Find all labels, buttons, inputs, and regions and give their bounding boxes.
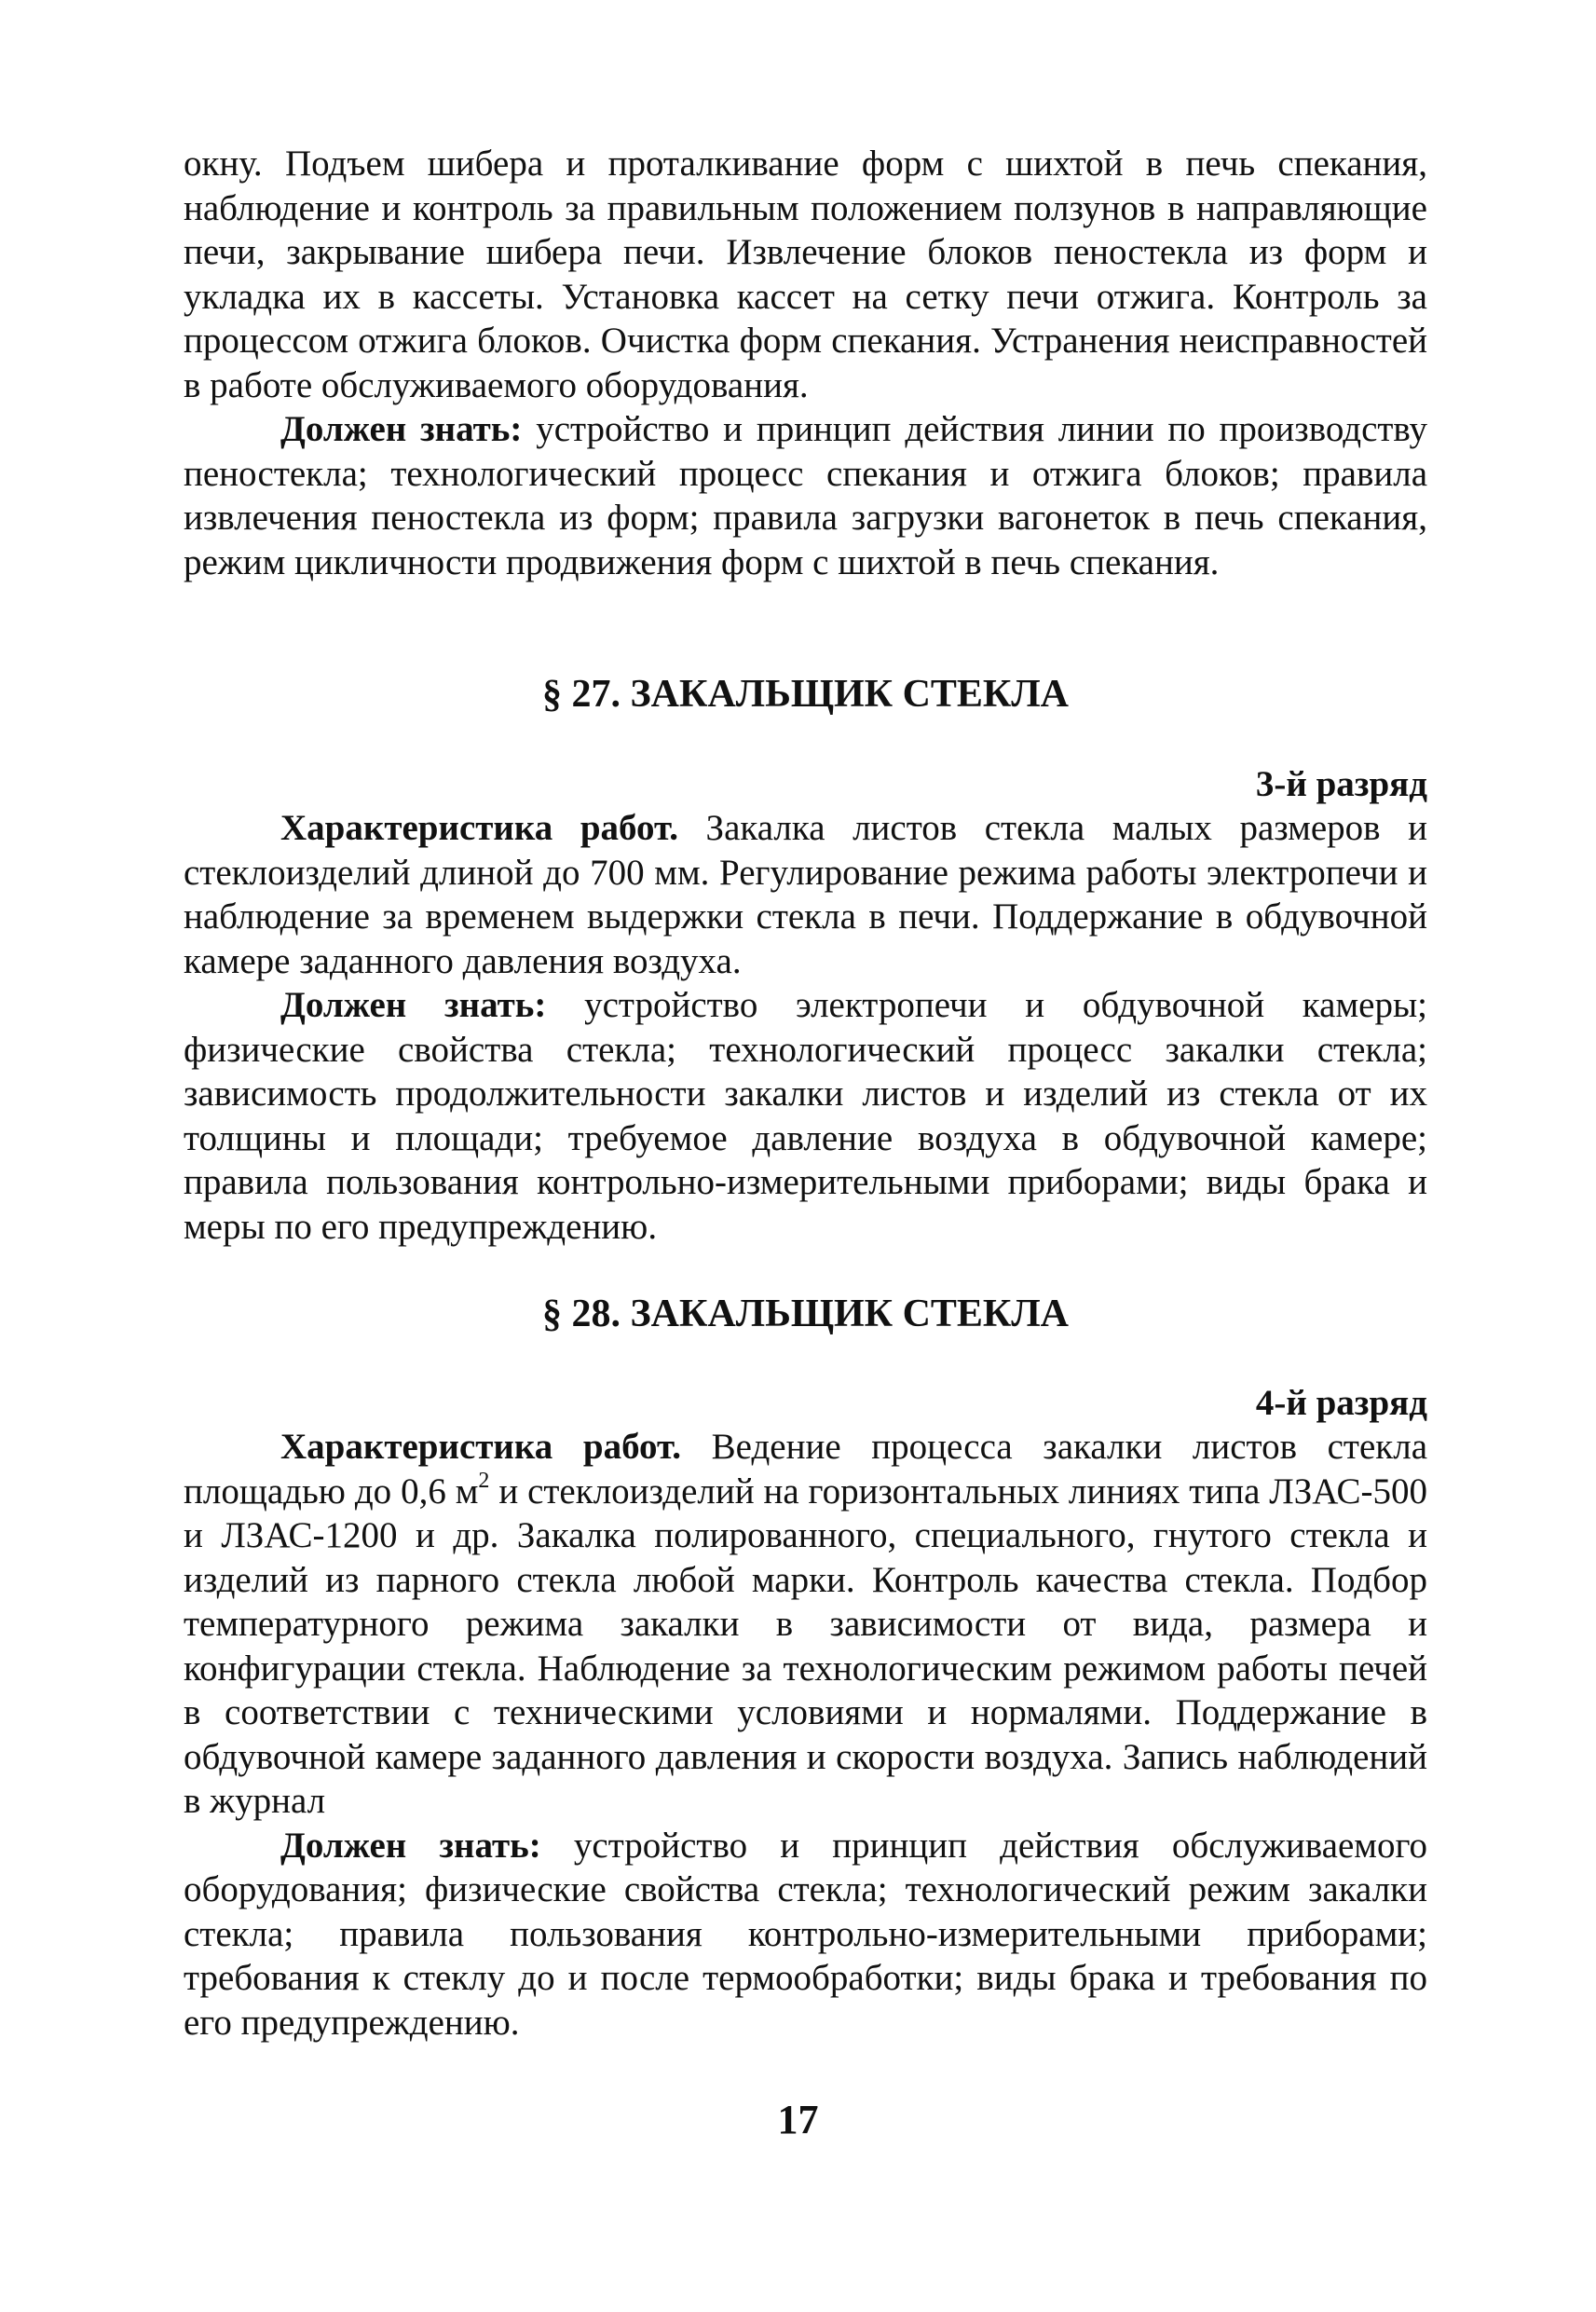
must-know-text: устройство и принцип действия линии по производству пеностекла; технологический процесс спекания и отжига блоков; правила извлечения пеностекла из форм; правила загрузки вагонеток в печь спекания, режим цикличности продвижения форм с шихтой в печь спекания. [184,409,1428,582]
section-28-grade: 4-й разряд [1255,1383,1427,1423]
section-27-grade: 3-й разряд [1255,764,1427,804]
must-know-paragraph [184,1824,1427,2045]
characteristics-label: Характеристика работ. [280,808,678,848]
characteristics-text: Закалка листов стекла малых размеров и стеклоизделий длиной до 700 мм. Регулирование режима работы электропечи и наблюдение за временем выдержки стекла в печи. Поддержание в обдувочной камере заданного давления воздуха. [184,808,1427,981]
characteristics-label: Характеристика работ. [280,1427,682,1467]
section-28-body [184,1425,1427,2045]
superscript-squared: 2 [478,1468,490,1493]
must-know-paragraph [184,983,1427,1249]
characteristics-paragraph [184,806,1427,983]
must-know-label: Должен знать: [280,1825,541,1866]
characteristics-paragraph [184,1425,1427,1824]
characteristics-text-part1: Ведение процесса закалки листов стекла площадью до 0,6 м [184,1427,1427,1512]
must-know-text: устройство электропечи и обдувочной камеры; физические свойства стекла; технологический процесс закалки стекла; зависимость продолжительности закалки листов и изделий из стекла от их толщины и площади; требуемое давление воздуха в обдувочной камере; правила пользования контрольно-измерительными приборами; виды брака и меры по его предупреждению. [184,985,1427,1247]
section-28-heading: § 28. ЗАКАЛЬЩИК СТЕКЛА [541,1293,1070,1335]
section-27-heading: § 27. ЗАКАЛЬЩИК СТЕКЛА [541,673,1070,716]
section-27-body [184,806,1427,1249]
must-know-text: устройство и принцип действия обслуживаемого оборудования; физические свойства стекла; технологический режим закалки стекла; правила пользования контрольно-измерительными приборами; требования к стеклу до и после термообработки; виды брака и требования по его предупреждению. [184,1825,1427,2043]
duties-paragraph [184,142,1427,407]
duties-text: окну. Подъем шибера и проталкивание форм с шихтой в печь спекания, наблюдение и контроль за правильным положением ползунов в направляющие печи, закрывание шибера печи. Извлечение блоков пеностекла из форм и укладка их в кассеты. Установка кассет на сетку печи отжига. Контроль за процессом отжига блоков. Очистка форм спекания. Устранения неисправностей в работе обслуживаемого оборудования. [184,144,1427,405]
section-26-continuation [184,142,1427,584]
characteristics-text-part2: и стеклоизделий на горизонтальных линиях типа ЛЗАС-500 и ЛЗАС-1200 и др. Закалка полированного, специального, гнутого стекла и изделий из парного стекла любой марки. Контроль качества стекла. Подбор температурного режима закалки в зависимости от вида, размера и конфигурации стекла. Наблюдение за технологическим режимом работы печей в соответствии с техническими условиями и нормалями. Поддержание в обдувочной камере заданного давления и скорости воздуха. Запись наблюдений в журнал [184,1471,1427,1821]
must-know-paragraph [184,407,1427,584]
must-know-label: Должен знать: [280,409,523,449]
page-number: 17 [777,2097,819,2142]
must-know-label: Должен знать: [280,985,547,1025]
